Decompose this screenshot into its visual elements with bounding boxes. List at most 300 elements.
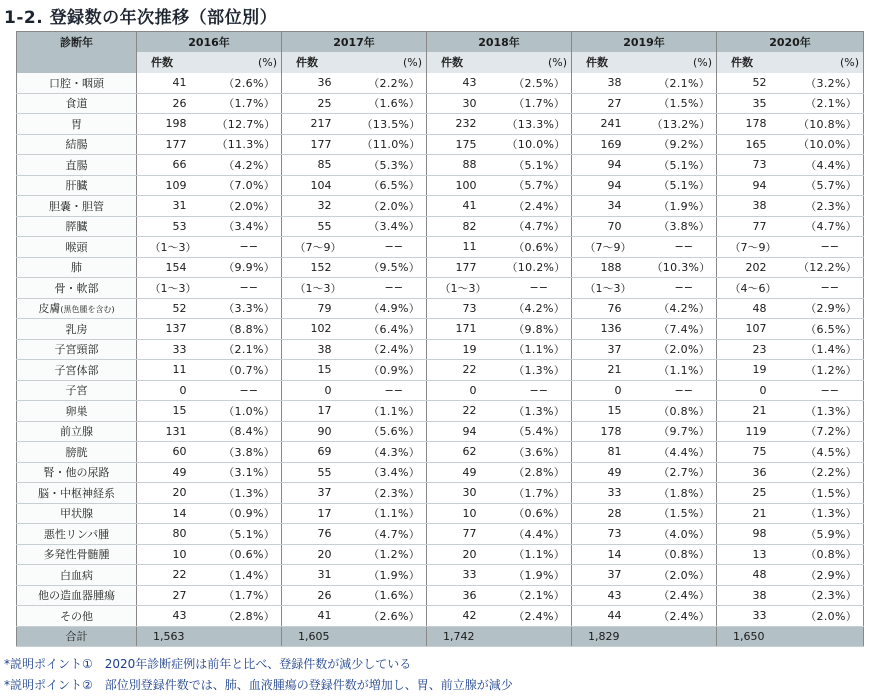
pct-cell: −− xyxy=(797,278,864,299)
pct-cell: （4.2%） xyxy=(652,298,717,319)
pct-cell: （1.3%） xyxy=(507,360,572,381)
pct-cell: （9.8%） xyxy=(507,319,572,340)
count-cell: 232 xyxy=(427,114,507,135)
pct-cell: （0.6%） xyxy=(507,503,572,524)
site-cell xyxy=(17,606,137,627)
table-row xyxy=(17,298,864,319)
count-cell: 202 xyxy=(717,257,797,278)
pct-cell: −− xyxy=(652,380,717,401)
count-cell: 217 xyxy=(282,114,362,135)
pct-cell: （10.0%） xyxy=(797,134,864,155)
table-row xyxy=(17,524,864,545)
site-cell xyxy=(17,565,137,586)
table-row xyxy=(17,544,864,565)
pct-cell: （2.1%） xyxy=(652,73,717,94)
pct-cell: （8.4%） xyxy=(217,421,282,442)
count-cell: 33 xyxy=(137,339,217,360)
count-cell: 30 xyxy=(427,483,507,504)
pct-cell: （2.9%） xyxy=(797,298,864,319)
site-label: 卵巣 xyxy=(65,404,88,418)
count-cell: （1〜3） xyxy=(282,278,362,299)
pct-cell: −− xyxy=(652,237,717,258)
count-cell: 82 xyxy=(427,216,507,237)
pct-cell: （2.0%） xyxy=(797,606,864,627)
count-cell: 22 xyxy=(427,401,507,422)
year-header: 2019年 xyxy=(572,32,717,53)
count-cell: 66 xyxy=(137,155,217,176)
count-cell: 42 xyxy=(427,606,507,627)
pct-cell: （1.7%） xyxy=(217,93,282,114)
count-cell: 38 xyxy=(717,585,797,606)
table-row xyxy=(17,237,864,258)
site-cell xyxy=(17,134,137,155)
pct-cell: （1.2%） xyxy=(797,360,864,381)
count-cell: 178 xyxy=(572,421,652,442)
count-cell: 38 xyxy=(282,339,362,360)
count-cell: 137 xyxy=(137,319,217,340)
count-header: 件数 xyxy=(137,52,217,73)
count-cell: 107 xyxy=(717,319,797,340)
pct-cell: （0.8%） xyxy=(652,544,717,565)
count-cell: 48 xyxy=(717,298,797,319)
site-label: 他の造血器腫瘍 xyxy=(38,589,115,603)
site-label: 子宮 xyxy=(65,384,88,398)
pct-cell: （2.3%） xyxy=(797,196,864,217)
pct-cell: （1.7%） xyxy=(507,483,572,504)
site-cell xyxy=(17,462,137,483)
site-cell xyxy=(17,442,137,463)
pct-cell: （4.5%） xyxy=(797,442,864,463)
total-empty-cell xyxy=(652,626,717,647)
total-cell: 1,605 xyxy=(282,626,362,647)
pct-cell: （2.1%） xyxy=(507,585,572,606)
count-cell: 33 xyxy=(717,606,797,627)
table-row xyxy=(17,278,864,299)
pct-cell: （1.6%） xyxy=(362,585,427,606)
total-cell: 1,742 xyxy=(427,626,507,647)
count-cell: 73 xyxy=(717,155,797,176)
pct-cell: （2.1%） xyxy=(797,93,864,114)
table-row xyxy=(17,606,864,627)
table-row xyxy=(17,462,864,483)
count-cell: 36 xyxy=(427,585,507,606)
count-cell: 41 xyxy=(137,73,217,94)
count-cell: 81 xyxy=(572,442,652,463)
table-row xyxy=(17,360,864,381)
count-cell: 177 xyxy=(427,257,507,278)
pct-cell: （1.2%） xyxy=(362,544,427,565)
total-cell: 1,563 xyxy=(137,626,217,647)
count-cell: 104 xyxy=(282,175,362,196)
note-2: *説明ポイント② 部位別登録件数では、肺、血液腫瘍の登録件数が増加し、胃、前立腺が減少 xyxy=(4,678,513,692)
total-empty-cell xyxy=(217,626,282,647)
count-cell: 52 xyxy=(137,298,217,319)
count-cell: 152 xyxy=(282,257,362,278)
count-cell: 20 xyxy=(137,483,217,504)
table-row xyxy=(17,134,864,155)
pct-cell: （4.3%） xyxy=(362,442,427,463)
pct-cell: （2.0%） xyxy=(217,196,282,217)
count-header: 件数 xyxy=(282,52,362,73)
page-title: 1-2. 登録数の年次推移（部位別） xyxy=(4,8,278,28)
pct-cell: −− xyxy=(797,380,864,401)
pct-cell: （1.5%） xyxy=(652,93,717,114)
count-cell: 43 xyxy=(427,73,507,94)
table-row xyxy=(17,380,864,401)
count-header: 件数 xyxy=(427,52,507,73)
count-cell: 70 xyxy=(572,216,652,237)
pct-cell: （1.1%） xyxy=(652,360,717,381)
pct-cell: （3.3%） xyxy=(217,298,282,319)
pct-cell: （3.8%） xyxy=(217,442,282,463)
count-cell: 175 xyxy=(427,134,507,155)
total-label: 合計 xyxy=(17,626,137,647)
pct-cell: −− xyxy=(362,278,427,299)
site-cell xyxy=(17,114,137,135)
table-body xyxy=(17,73,864,647)
site-cell xyxy=(17,155,137,176)
count-cell: 165 xyxy=(717,134,797,155)
pct-cell: （9.5%） xyxy=(362,257,427,278)
site-cell xyxy=(17,524,137,545)
count-cell: 31 xyxy=(282,565,362,586)
count-cell: 131 xyxy=(137,421,217,442)
pct-cell: （5.4%） xyxy=(507,421,572,442)
pct-cell: （2.4%） xyxy=(652,585,717,606)
table-row xyxy=(17,442,864,463)
pct-header: (%) xyxy=(362,52,427,73)
site-cell xyxy=(17,483,137,504)
site-label: 白血病 xyxy=(60,568,93,582)
subheader-row xyxy=(17,52,864,73)
count-cell: 11 xyxy=(137,360,217,381)
pct-cell: （4.4%） xyxy=(797,155,864,176)
count-cell: 94 xyxy=(427,421,507,442)
count-cell: 36 xyxy=(282,73,362,94)
total-empty-cell xyxy=(507,626,572,647)
count-cell: 177 xyxy=(137,134,217,155)
count-cell: 73 xyxy=(572,524,652,545)
count-cell: 55 xyxy=(282,216,362,237)
pct-cell: （0.9%） xyxy=(362,360,427,381)
pct-cell: （5.1%） xyxy=(507,155,572,176)
count-cell: 100 xyxy=(427,175,507,196)
site-cell xyxy=(17,503,137,524)
count-cell: 27 xyxy=(572,93,652,114)
site-label: 結腸 xyxy=(65,138,88,152)
pct-cell: （3.4%） xyxy=(362,216,427,237)
pct-header: (%) xyxy=(507,52,572,73)
pct-cell: （10.3%） xyxy=(652,257,717,278)
pct-cell: （9.9%） xyxy=(217,257,282,278)
table-row xyxy=(17,483,864,504)
count-cell: 43 xyxy=(137,606,217,627)
site-cell xyxy=(17,93,137,114)
pct-cell: −− xyxy=(507,380,572,401)
pct-cell: （2.0%） xyxy=(652,339,717,360)
site-cell xyxy=(17,319,137,340)
count-cell: 34 xyxy=(572,196,652,217)
pct-cell: −− xyxy=(797,237,864,258)
count-header: 件数 xyxy=(717,52,797,73)
count-cell: 136 xyxy=(572,319,652,340)
pct-cell: （2.3%） xyxy=(362,483,427,504)
site-label: 膵臓 xyxy=(65,220,88,234)
site-header: 診断年 xyxy=(17,32,137,53)
site-note: (黒色腫を含む) xyxy=(60,305,115,315)
pct-cell: （6.5%） xyxy=(797,319,864,340)
table-row xyxy=(17,196,864,217)
pct-cell: −− xyxy=(362,380,427,401)
site-cell xyxy=(17,421,137,442)
site-cell xyxy=(17,73,137,94)
count-cell: 11 xyxy=(427,237,507,258)
pct-cell: （1.1%） xyxy=(507,544,572,565)
count-header: 件数 xyxy=(572,52,652,73)
count-cell: 49 xyxy=(427,462,507,483)
site-label: 子宮頸部 xyxy=(54,343,99,357)
pct-cell: （13.2%） xyxy=(652,114,717,135)
year-header: 2017年 xyxy=(282,32,427,53)
pct-cell: （2.8%） xyxy=(507,462,572,483)
count-cell: 35 xyxy=(717,93,797,114)
site-label: 前立腺 xyxy=(60,425,93,439)
table-row xyxy=(17,73,864,94)
pct-cell: （2.0%） xyxy=(362,196,427,217)
site-label: 子宮体部 xyxy=(54,363,99,377)
count-cell: 32 xyxy=(282,196,362,217)
year-header: 2020年 xyxy=(717,32,864,53)
pct-cell: （9.7%） xyxy=(652,421,717,442)
count-cell: 48 xyxy=(717,565,797,586)
site-cell xyxy=(17,298,137,319)
count-cell: 0 xyxy=(282,380,362,401)
table-row xyxy=(17,216,864,237)
pct-cell: （13.3%） xyxy=(507,114,572,135)
table-row xyxy=(17,114,864,135)
site-cell xyxy=(17,216,137,237)
count-cell: 171 xyxy=(427,319,507,340)
count-cell: 15 xyxy=(137,401,217,422)
pct-cell: （5.1%） xyxy=(652,175,717,196)
count-cell: 17 xyxy=(282,503,362,524)
count-cell: 21 xyxy=(717,401,797,422)
count-cell: 43 xyxy=(572,585,652,606)
count-cell: 94 xyxy=(572,155,652,176)
pct-cell: （3.8%） xyxy=(652,216,717,237)
pct-cell: （1.1%） xyxy=(507,339,572,360)
pct-cell: （2.3%） xyxy=(797,585,864,606)
count-cell: 41 xyxy=(427,196,507,217)
count-cell: 188 xyxy=(572,257,652,278)
pct-cell: （1.3%） xyxy=(507,401,572,422)
pct-cell: （1.6%） xyxy=(362,93,427,114)
count-cell: 33 xyxy=(427,565,507,586)
total-row xyxy=(17,626,864,647)
pct-cell: （2.6%） xyxy=(362,606,427,627)
note-1: *説明ポイント① 2020年診断症例は前年と比べ、登録件数が減少している xyxy=(4,657,412,671)
pct-cell: （1.7%） xyxy=(217,585,282,606)
count-cell: 69 xyxy=(282,442,362,463)
count-cell: 20 xyxy=(427,544,507,565)
count-cell: 109 xyxy=(137,175,217,196)
table-row xyxy=(17,175,864,196)
pct-cell: （3.4%） xyxy=(217,216,282,237)
count-cell: （1〜3） xyxy=(572,278,652,299)
year-header: 2018年 xyxy=(427,32,572,53)
site-label: 乳房 xyxy=(65,322,88,336)
count-cell: （1〜3） xyxy=(137,278,217,299)
pct-cell: （1.3%） xyxy=(797,503,864,524)
pct-cell: （2.4%） xyxy=(362,339,427,360)
year-header: 2016年 xyxy=(137,32,282,53)
pct-cell: （2.4%） xyxy=(652,606,717,627)
total-empty-cell xyxy=(362,626,427,647)
pct-cell: （4.7%） xyxy=(362,524,427,545)
count-cell: （4〜6） xyxy=(717,278,797,299)
site-cell xyxy=(17,360,137,381)
count-cell: 77 xyxy=(717,216,797,237)
count-cell: （7〜9） xyxy=(282,237,362,258)
site-cell xyxy=(17,278,137,299)
count-cell: 0 xyxy=(427,380,507,401)
pct-cell: （4.4%） xyxy=(652,442,717,463)
count-cell: （7〜9） xyxy=(717,237,797,258)
pct-cell: −− xyxy=(217,237,282,258)
site-label: 肝臓 xyxy=(65,179,88,193)
count-cell: 102 xyxy=(282,319,362,340)
site-label: 悪性リンパ腫 xyxy=(43,527,110,541)
table-row xyxy=(17,93,864,114)
table-row xyxy=(17,401,864,422)
count-cell: 52 xyxy=(717,73,797,94)
count-cell: 38 xyxy=(572,73,652,94)
site-label: 膀胱 xyxy=(65,445,88,459)
site-label: 多発性骨髄腫 xyxy=(43,548,110,562)
pct-header: (%) xyxy=(652,52,717,73)
site-label: 胆嚢・胆管 xyxy=(49,199,104,213)
count-cell: 76 xyxy=(282,524,362,545)
count-cell: 119 xyxy=(717,421,797,442)
count-cell: 19 xyxy=(427,339,507,360)
pct-cell: （1.0%） xyxy=(217,401,282,422)
site-cell xyxy=(17,380,137,401)
pct-cell: （5.9%） xyxy=(797,524,864,545)
count-cell: 0 xyxy=(572,380,652,401)
table-row xyxy=(17,339,864,360)
site-cell xyxy=(17,237,137,258)
count-cell: 44 xyxy=(572,606,652,627)
count-cell: （1〜3） xyxy=(427,278,507,299)
site-cell xyxy=(17,257,137,278)
pct-cell: （11.3%） xyxy=(217,134,282,155)
count-cell: 17 xyxy=(282,401,362,422)
count-cell: 154 xyxy=(137,257,217,278)
site-label: 口腔・咽頭 xyxy=(49,76,104,90)
pct-cell: （3.6%） xyxy=(507,442,572,463)
table-row xyxy=(17,503,864,524)
pct-cell: （2.2%） xyxy=(362,73,427,94)
pct-cell: （5.7%） xyxy=(507,175,572,196)
pct-cell: （3.2%） xyxy=(797,73,864,94)
count-cell: 198 xyxy=(137,114,217,135)
count-cell: 241 xyxy=(572,114,652,135)
pct-cell: −− xyxy=(652,278,717,299)
pct-cell: （0.8%） xyxy=(797,544,864,565)
count-cell: 90 xyxy=(282,421,362,442)
total-cell: 1,829 xyxy=(572,626,652,647)
pct-header: (%) xyxy=(217,52,282,73)
site-label: 直腸 xyxy=(65,158,88,172)
site-cell xyxy=(17,175,137,196)
site-label: 喉頭 xyxy=(65,240,88,254)
pct-cell: （8.8%） xyxy=(217,319,282,340)
count-cell: 85 xyxy=(282,155,362,176)
count-cell: 38 xyxy=(717,196,797,217)
count-cell: 37 xyxy=(572,339,652,360)
count-cell: 20 xyxy=(282,544,362,565)
count-cell: 28 xyxy=(572,503,652,524)
site-subheader xyxy=(17,52,137,73)
pct-cell: （6.4%） xyxy=(362,319,427,340)
count-cell: 73 xyxy=(427,298,507,319)
count-cell: 22 xyxy=(137,565,217,586)
count-cell: 177 xyxy=(282,134,362,155)
count-cell: 80 xyxy=(137,524,217,545)
pct-cell: （2.7%） xyxy=(652,462,717,483)
pct-cell: （1.3%） xyxy=(797,401,864,422)
pct-cell: （13.5%） xyxy=(362,114,427,135)
site-label: 脳・中枢神経系 xyxy=(38,486,115,500)
pct-cell: （1.1%） xyxy=(362,401,427,422)
count-cell: 77 xyxy=(427,524,507,545)
pct-cell: （1.4%） xyxy=(217,565,282,586)
pct-cell: （5.6%） xyxy=(362,421,427,442)
pct-cell: （10.2%） xyxy=(507,257,572,278)
count-cell: 22 xyxy=(427,360,507,381)
count-cell: 14 xyxy=(137,503,217,524)
count-cell: 37 xyxy=(282,483,362,504)
pct-cell: （2.2%） xyxy=(797,462,864,483)
count-cell: 30 xyxy=(427,93,507,114)
site-cell xyxy=(17,339,137,360)
pct-cell: （5.7%） xyxy=(797,175,864,196)
pct-cell: （7.0%） xyxy=(217,175,282,196)
count-cell: 0 xyxy=(137,380,217,401)
year-header-row xyxy=(17,32,864,53)
table-row xyxy=(17,257,864,278)
count-cell: 79 xyxy=(282,298,362,319)
pct-cell: （5.3%） xyxy=(362,155,427,176)
count-cell: 21 xyxy=(572,360,652,381)
count-cell: 25 xyxy=(282,93,362,114)
pct-cell: （0.7%） xyxy=(217,360,282,381)
count-cell: 19 xyxy=(717,360,797,381)
pct-cell: （10.0%） xyxy=(507,134,572,155)
pct-cell: （0.9%） xyxy=(217,503,282,524)
pct-cell: −− xyxy=(217,380,282,401)
count-cell: 98 xyxy=(717,524,797,545)
count-cell: 26 xyxy=(137,93,217,114)
site-cell xyxy=(17,585,137,606)
count-cell: 36 xyxy=(717,462,797,483)
pct-cell: （4.7%） xyxy=(797,216,864,237)
count-cell: 75 xyxy=(717,442,797,463)
pct-cell: （1.8%） xyxy=(652,483,717,504)
pct-cell: （4.0%） xyxy=(652,524,717,545)
total-empty-cell xyxy=(797,626,864,647)
pct-cell: （12.2%） xyxy=(797,257,864,278)
